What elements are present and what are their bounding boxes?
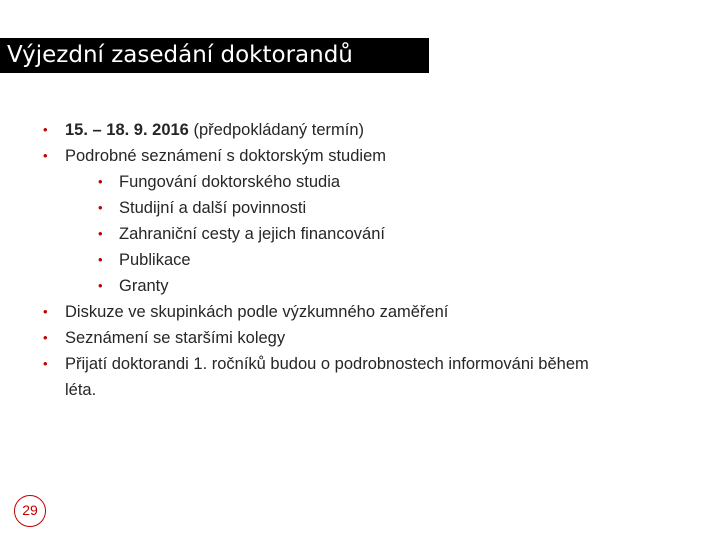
sub-bullet-item-functioning <box>0 169 700 195</box>
bullet-date-text: 15. – 18. 9. 2016 <box>65 121 189 139</box>
slide-title: Výjezdní zasedání doktorandů <box>0 38 429 73</box>
bullet-text: Podrobné seznámení s doktorským studiem <box>65 147 386 165</box>
bullet-dot-icon: • <box>98 174 103 189</box>
bullet-item-introduction <box>0 143 700 169</box>
bullet-item-date <box>0 117 700 143</box>
bullet-dot-icon: • <box>43 304 48 319</box>
bullet-date-note: (předpokládaný termín) <box>188 121 365 139</box>
bullet-dot-icon: • <box>98 252 103 267</box>
bullet-text: Granty <box>119 277 169 295</box>
bullet-item-admitted <box>0 351 700 403</box>
bullet-dot-icon: • <box>43 122 48 137</box>
bullet-item-colleagues <box>0 325 700 351</box>
bullet-dot-icon: • <box>43 148 48 163</box>
bullet-dot-icon: • <box>43 356 48 371</box>
sub-bullet-item-publications <box>0 247 700 273</box>
bullet-text: Studijní a další povinnosti <box>119 199 307 217</box>
bullet-dot-icon: • <box>98 200 103 215</box>
bullet-item-discussion <box>0 299 700 325</box>
page-number-badge: 29 <box>14 495 46 527</box>
bullet-text: Diskuze ve skupinkách podle výzkumného zaměření <box>65 303 449 321</box>
bullet-dot-icon: • <box>43 330 48 345</box>
bullet-list <box>0 117 700 403</box>
bullet-text: Publikace <box>119 251 191 269</box>
bullet-dot-icon: • <box>98 226 103 241</box>
sub-bullet-item-obligations <box>0 195 700 221</box>
bullet-text: Přijatí doktorandi 1. ročníků budou o podrobnostech informováni během léta. <box>65 355 589 399</box>
sub-bullet-item-travel <box>0 221 700 247</box>
bullet-text: Fungování doktorského studia <box>119 173 341 191</box>
sub-bullet-item-grants <box>0 273 700 299</box>
bullet-text: Seznámení se staršími kolegy <box>65 329 286 347</box>
bullet-dot-icon: • <box>98 278 103 293</box>
bullet-text: Zahraniční cesty a jejich financování <box>119 225 385 243</box>
